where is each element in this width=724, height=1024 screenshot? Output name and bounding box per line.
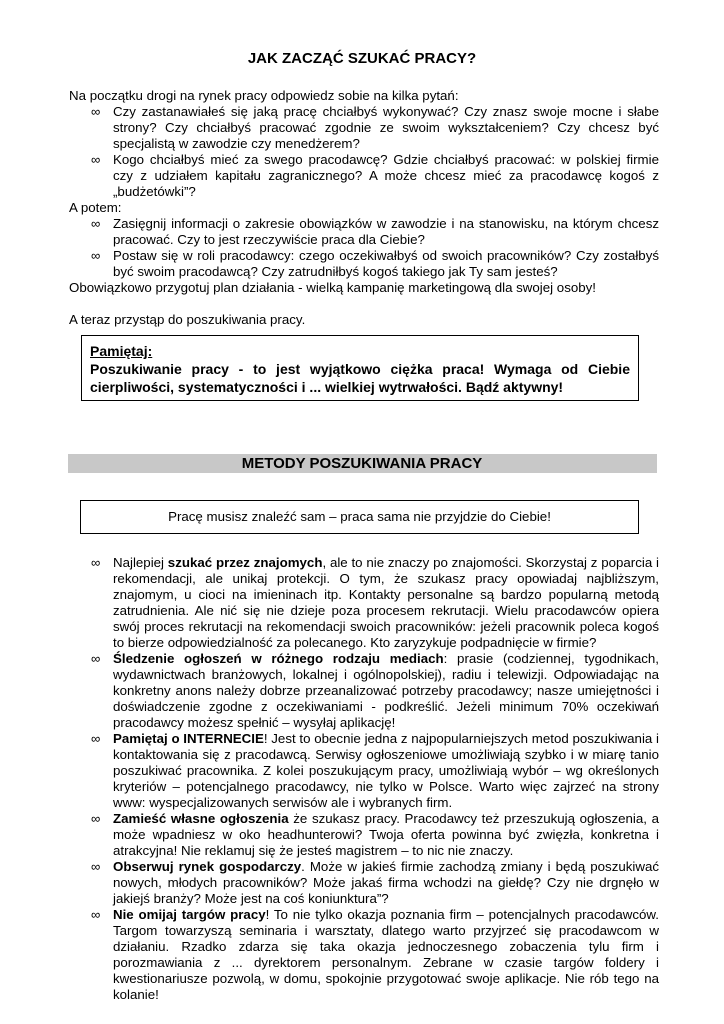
- method-item: [69, 731, 659, 811]
- infinity-bullet-icon: ∞: [91, 216, 101, 231]
- list-item-text: Postaw się w roli pracodawcy: czego oczekiwałbyś od swoich pracowników? Czy zostałbyś być swoim pracodawcą? Czy zatrudniłbyś kogoś takiego jak Ty sam jesteś?: [113, 248, 659, 279]
- method-text: : prasie (codziennej, tygodnikach, wydawnictwach branżowych, lokalnej i ogólnopolskiej), radiu i telewizji. Odpowiadając na konkretny anons należy dobrze przeanalizować potrzeby pracodawcy; nasze umiejętności i doświadczenie zgodne z oczekiwaniami - podkreślić. Jeżeli minimum 70% oczekiwań pracodawcy możesz spełnić – wysyłaj aplikację!: [113, 651, 659, 730]
- intro-plan: Obowiązkowo przygotuj plan działania - wielką kampanię marketingową dla swojej osoby!: [69, 280, 596, 295]
- method-bold: Obserwuj rynek gospodarczy: [113, 859, 302, 874]
- infinity-bullet-icon: ∞: [91, 104, 101, 119]
- infinity-bullet-icon: ∞: [91, 555, 101, 570]
- method-item: [69, 651, 659, 731]
- infinity-bullet-icon: ∞: [91, 731, 101, 746]
- section-title: METODY POSZUKIWANIA PRACY: [241, 455, 483, 472]
- list-item-text: Kogo chciałbyś mieć za swego pracodawcę? Gdzie chciałbyś pracować: w polskiej firmie czy z udziałem kapitału zagranicznego? A może chcesz mieć za pracodawcę kogoś z „budżetówki”?: [113, 152, 659, 199]
- motto-box: Pracę musisz znaleźć sam – praca sama nie przyjdzie do Ciebie!: [80, 500, 639, 534]
- method-bold: Zamieść własne ogłoszenia: [113, 811, 289, 826]
- method-bold: Nie omijaj targów pracy: [113, 907, 266, 922]
- intro-lead: Na początku drogi na rynek pracy odpowiedz sobie na kilka pytań:: [69, 88, 459, 103]
- list-item-text: Czy zastanawiałeś się jaką pracę chciałbyś wykonywać? Czy znasz swoje mocne i słabe strony? Czy chciałbyś pracować zgodnie ze swoim wykształceniem? Czy chcesz być specjalistą w zawodzie czy menedżerem?: [113, 104, 659, 151]
- infinity-bullet-icon: ∞: [91, 907, 101, 922]
- intro-section: [69, 88, 659, 328]
- method-item: [69, 907, 659, 1003]
- infinity-bullet-icon: ∞: [91, 152, 101, 167]
- method-bold: Śledzenie ogłoszeń w różnego rodzaju mediach: [113, 651, 444, 666]
- methods-section: [69, 555, 659, 1003]
- questions-list-2: [69, 216, 659, 280]
- list-item-text: Zasięgnij informacji o zakresie obowiązków w zawodzie i na stanowisku, na którym chcesz pracować. Czy to jest rzeczywiście praca dla Ciebie?: [113, 216, 659, 247]
- infinity-bullet-icon: ∞: [91, 811, 101, 826]
- remember-text: Poszukiwanie pracy - to jest wyjątkowo ciężka praca! Wymaga od Ciebie cierpliwości, systematyczności i ... wielkiej wytrwałości. Bądź aktywny!: [90, 361, 630, 395]
- method-text: . Może w jakieś firmie zachodzą zmiany i będą poszukiwać nowych, młodych pracowników? Może jakaś firma wchodzi na giełdę? Czy nie drgnęło w jakiejś branży? Może jest na coś koniunktura”?: [113, 859, 659, 906]
- method-text: , ale to nie znaczy po znajomości. Skorzystaj z poparcia i rekomendacji, ale unikaj protekcji. O tym, że szukasz pracy opowiadaj najbliższym, znajomym, u cioci na imieninach itp. Kontakty personalne są bardzo popularną metodą zatrudnienia. Ale nić się nie dzieje poza procesem rekrutacji. Wielu pracodawców opiera swój proces rekrutacji na rekomendacji swoich pracowników: jeżeli pracownik poleca kogoś to bierze odpowiedzialność za polecanego. Kto zaryzykuje podpadnięcie w firmie?: [113, 555, 659, 650]
- method-text: ! To nie tylko okazja poznania firm – potencjalnych pracodawców. Targom towarzyszą seminaria i warsztaty, dlatego warto przyjrzeć się pracodawcom w działaniu. Rzadko zdarza się taka okazja jednoczesnego zobaczenia tylu firm i porozmawiania z ... dyrektorem personalnym. Zebrane w czasie targów foldery i kwestionariusze pozwolą, w domu, spokojnie przygotować swoje aplikacje. Nie rób tego na kolanie!: [113, 907, 659, 1002]
- method-item: [69, 859, 659, 907]
- questions-list-1: [69, 104, 659, 200]
- method-text: ! Jest to obecnie jedna z najpopularniejszych metod poszukiwania i kontaktowania się z pracodawcą. Serwisy ogłoszeniowe umożliwiają szybko i w miarę tanio poszukiwać pracownika. Z kolei poszukującym pracy, umożliwiają wybór – wg określonych kryteriów – potencjalnego pracodawcy, nie tylko w Polsce. Warto więc zajrzeć na strony www: wyspecjalizowanych serwisów ale i wybranych firm.: [113, 731, 659, 810]
- method-bold: szukać przez znajomych: [167, 555, 323, 570]
- list-item: [69, 216, 659, 248]
- intro-then: A potem:: [69, 200, 122, 215]
- method-bold: Pamiętaj o INTERNECIE: [113, 731, 264, 746]
- list-item: [69, 104, 659, 152]
- infinity-bullet-icon: ∞: [91, 651, 101, 666]
- intro-start: A teraz przystąp do poszukiwania pracy.: [69, 312, 306, 327]
- methods-list: [69, 555, 659, 1003]
- remember-box: [81, 335, 639, 401]
- list-item: [69, 152, 659, 200]
- method-pre: Najlepiej: [113, 555, 168, 570]
- method-item: [69, 811, 659, 859]
- page-title: JAK ZACZĄĆ SZUKAĆ PRACY?: [247, 50, 477, 67]
- method-text: że szukasz pracy. Pracodawcy też przeszukują ogłoszenia, a może wpadniesz w oko headhunterowi? Twoja oferta powinna być zwięzła, konkretna i atrakcyjna! Nie reklamuj się że jesteś magistrem – to nic nie znaczy.: [113, 811, 659, 858]
- remember-label: Pamiętaj:: [90, 343, 153, 359]
- infinity-bullet-icon: ∞: [91, 248, 101, 263]
- method-item: [69, 555, 659, 651]
- infinity-bullet-icon: ∞: [91, 859, 101, 874]
- list-item: [69, 248, 659, 280]
